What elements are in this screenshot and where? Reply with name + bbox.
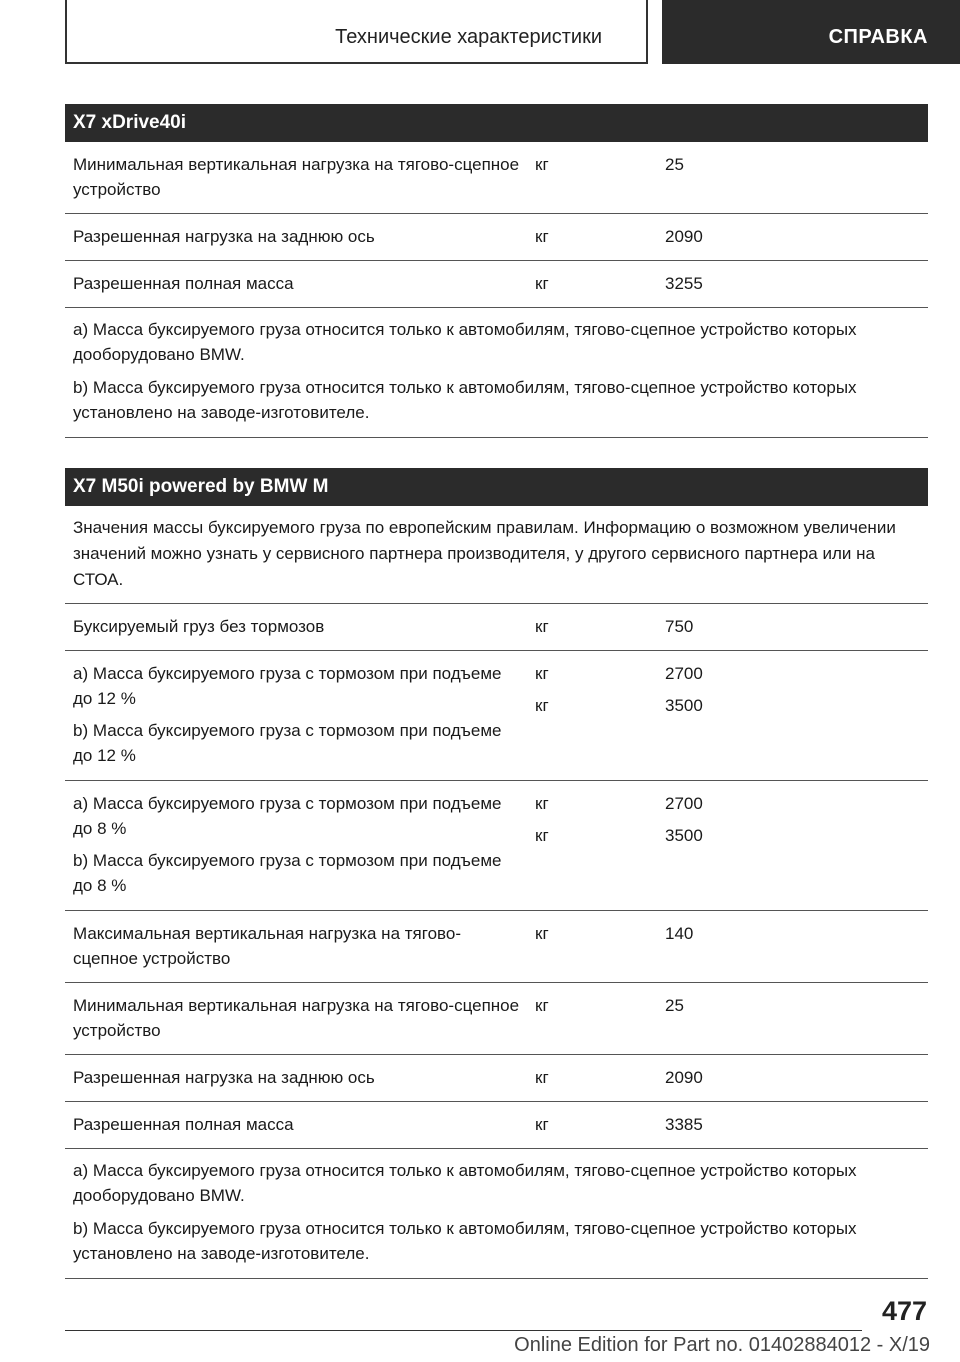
table-row <box>65 781 928 911</box>
table-row <box>65 261 928 308</box>
header-section-box <box>65 0 648 64</box>
row-unit: кг <box>535 155 549 174</box>
row-value: 25 <box>665 996 684 1015</box>
row-label: Минимальная вертикальная нагрузка на тягово-сцепное устройство <box>73 155 520 199</box>
table-row <box>65 651 928 781</box>
row-value: 750 <box>665 617 694 636</box>
row-label: Разрешенная нагрузка на заднюю ось <box>73 227 375 246</box>
row-label: Разрешенная полная масса <box>73 1115 294 1134</box>
footer-divider <box>65 1330 862 1331</box>
row-value: 2090 <box>665 227 703 246</box>
section-title-x7-xdrive40i: X7 xDrive40i <box>65 104 928 142</box>
row-label-a: a) Масса буксируемого груза с тормозом при подъеме до 8 % <box>73 794 502 838</box>
row-unit-b: кг <box>535 826 549 845</box>
row-unit <box>535 791 665 898</box>
row-unit: кг <box>535 227 549 246</box>
footnotes <box>65 1149 928 1279</box>
row-value-b: 3500 <box>665 826 703 845</box>
header-section-title: Технические характеристики <box>335 26 602 48</box>
table-row <box>65 1102 928 1149</box>
table-row <box>65 1055 928 1102</box>
row-value: 140 <box>665 924 694 943</box>
intro-text: Значения массы буксируемого груза по европейским правилам. Информацию о возможном увеличении значений можно узнать у сервисного партнера производителя, у другого сервисного партнера или на СТОА. <box>73 518 896 589</box>
row-label-b: b) Масса буксируемого груза с тормозом при подъеме до 8 % <box>73 851 502 895</box>
row-value: 25 <box>665 155 684 174</box>
row-unit-a: кг <box>535 794 549 813</box>
footer-edition-text: Online Edition for Part no. 01402884012 - X/19 <box>514 1334 930 1356</box>
row-label: Буксируемый груз без тормозов <box>73 617 325 636</box>
table-row <box>65 214 928 261</box>
header-chapter-label: СПРАВКА <box>828 26 928 48</box>
footnote-a: a) Масса буксируемого груза относится только к автомобилям, тягово-сцепное устройство которых дооборудовано BMW. <box>73 1161 857 1205</box>
row-unit-a: кг <box>535 664 549 683</box>
row-value-b: 3500 <box>665 696 703 715</box>
row-label-a: a) Масса буксируемого груза с тормозом при подъеме до 12 % <box>73 664 502 708</box>
table-row <box>65 604 928 651</box>
row-label: Максимальная вертикальная нагрузка на тягово-сцепное устройство <box>73 924 461 968</box>
row-value <box>665 791 928 898</box>
row-label <box>65 791 535 898</box>
row-label <box>65 661 535 768</box>
row-label: Разрешенная нагрузка на заднюю ось <box>73 1068 375 1087</box>
row-value: 3385 <box>665 1115 703 1134</box>
row-value <box>665 661 928 768</box>
row-unit: кг <box>535 617 549 636</box>
row-unit: кг <box>535 996 549 1015</box>
footnotes <box>65 308 928 438</box>
row-label: Минимальная вертикальная нагрузка на тягово-сцепное устройство <box>73 996 520 1040</box>
footnote-b: b) Масса буксируемого груза относится только к автомобилям, тягово-сцепное устройство которых установлено на заводе-изготовителе. <box>73 1219 857 1263</box>
section-title-x7-m50i: X7 M50i powered by BMW M <box>65 468 928 506</box>
section-intro <box>65 506 928 604</box>
row-unit-b: кг <box>535 696 549 715</box>
header-chapter-tab[interactable] <box>662 0 960 64</box>
page-content <box>65 104 928 1279</box>
row-unit: кг <box>535 1068 549 1087</box>
row-value: 3255 <box>665 274 703 293</box>
row-unit: кг <box>535 1115 549 1134</box>
row-unit <box>535 661 665 768</box>
row-value-a: 2700 <box>665 794 703 813</box>
footnote-a: a) Масса буксируемого груза относится только к автомобилям, тягово-сцепное устройство которых дооборудовано BMW. <box>73 320 857 364</box>
footnote-b: b) Масса буксируемого груза относится только к автомобилям, тягово-сцепное устройство которых установлено на заводе-изготовителе. <box>73 378 857 422</box>
table-row <box>65 911 928 983</box>
row-label-b: b) Масса буксируемого груза с тормозом при подъеме до 12 % <box>73 721 502 765</box>
table-row <box>65 142 928 214</box>
row-unit: кг <box>535 924 549 943</box>
row-value-a: 2700 <box>665 664 703 683</box>
table-row <box>65 983 928 1055</box>
row-label: Разрешенная полная масса <box>73 274 294 293</box>
row-unit: кг <box>535 274 549 293</box>
row-value: 2090 <box>665 1068 703 1087</box>
page-number: 477 <box>881 1296 927 1326</box>
